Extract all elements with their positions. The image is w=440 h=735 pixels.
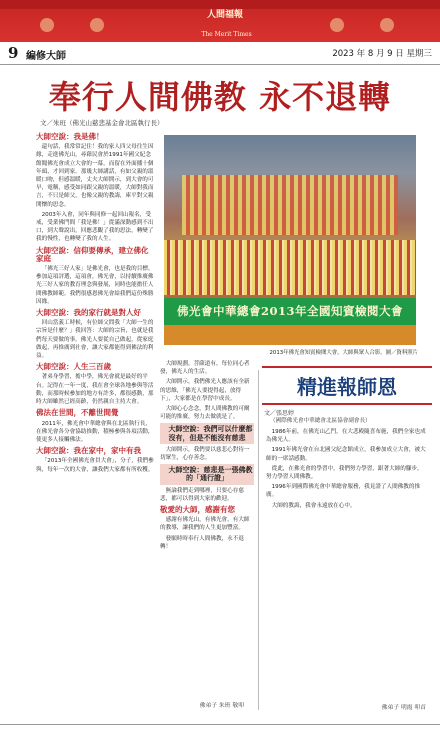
subheading: 大師空說：我的家行就是對人好 <box>36 308 141 318</box>
promo-paragraph: 從此，在佛光會的學習中，我們努力學習，跟著大師的腳步，努力學習人間佛教。 <box>266 465 423 481</box>
paragraph: 感謝有佛光山，有佛光會，有大師的教導，讓我們的人生更加豐富。 <box>160 517 250 532</box>
subheading: 大師空說：我是佛！ <box>36 132 104 141</box>
decor-dot <box>330 18 344 32</box>
paragraph: 「佛光三好人家」是佛光會，也是我的目標。參加這項評選，這項會，佛光會，以持續推廣佛光三好人家的教育理念與發展，同時也能擔任人間佛教師範。我們很感恩佛光會給我們這份殊勝因緣。 <box>36 266 154 305</box>
promo-signoff: 佛弟子 明霞 叩首 <box>381 705 426 711</box>
promo-paragraph: 1991年佛光會在台北國父紀念館成立，我參加成立大會，被大師的一席話感動。 <box>266 447 426 462</box>
article-column-2 <box>160 360 254 690</box>
subheading: 大師空說：我在家中，家中有我 <box>36 446 141 456</box>
masthead-banner <box>0 0 440 42</box>
paragraph: 「2013年全國佛光會員大會」，分子，我們參與，每年一次的大會，讓我們大家都有所收穫。 <box>36 458 154 473</box>
paragraph: 2003年入會，同年與同修一起回山報名，受戒，受業佛門間「我是佛！」從滿深動感到不出口，到大聲說出，回應悲觀了我的思法，轉變了我的慢性，也轉變了我的人生。 <box>36 211 154 243</box>
article-column-1 <box>36 130 154 720</box>
paragraph: 回山當義工時候，有位師父問我「大師一生的宗旨是什麼？」我回答：大師的宗旨，也就是我們每天要做的事。佛光人要從自己做起，從家庭做起，再推廣到社會，讓大家都能得到佛法的利益。 <box>36 320 154 360</box>
footer-rule <box>0 724 440 725</box>
photo-floor <box>164 325 416 345</box>
column-divider <box>258 370 259 710</box>
photo-caption: 2013年佛光會知賓檢閱大會，大師與眾人合影。圖／資料照片 <box>269 350 418 356</box>
paragraph: 無論我們走到哪裡，只要心存慈悲，都可以得到大家的歡迎。 <box>160 487 244 502</box>
photo-stage <box>182 175 398 235</box>
highlight-subheading: 大師空說：慈悲是一張佛教的「通行證」 <box>160 464 254 484</box>
decor-dot <box>40 18 54 32</box>
promo-byline: 文／張思婷 <box>264 410 295 417</box>
promo-title: 精進報師恩 <box>262 366 432 405</box>
subheading: 大師空說：人生三百歲 <box>36 362 111 372</box>
promo-paragraph: 大師的教誨，我會永遠放在心中。 <box>271 502 356 509</box>
subheading: 敬愛的大師，感謝有您 <box>160 505 235 515</box>
paragraph: 大師心心念念，對人間佛教的可爾可能的推廣，努力去做就是了。 <box>160 406 250 421</box>
photo-banner-text: 佛光會中華總會2013年全國知賓檢閱大會 <box>164 298 416 325</box>
paragraph: 還句話，我常常記住！我的家人四父母往生因緣，走進佛光山，尋藉民會於1991年國父紀念館聞佛光會成立大會的一幕，而留在外面播十個年頭，才回到家。那幾大師講話，有如父親的溫暖口吻，但感溫暖，丈夫大師開示，到大會的可早，電稱，感受如同跟父親的溫暖，大師對我而言，不只是師父，也像父親的教誨，庫平對父親開懷的思念。 <box>36 144 154 208</box>
logo-english: The Merit Times <box>201 31 252 38</box>
event-photo <box>164 135 416 345</box>
promo-note: （國際佛光會中華總會北區協會副會長） <box>270 418 371 424</box>
logo-text: 人間福報 <box>206 10 243 20</box>
subheading: 大師空說：信仰要傳承，建立佛化家庭 <box>36 245 149 263</box>
article-byline: 文／朱班（佛光山慈悲基金會北區執行長） <box>40 119 164 127</box>
promo-paragraph: 1996年到國際佛光會中華總會服務，我見證了人間佛教的推廣。 <box>266 484 421 499</box>
masthead-logo <box>180 2 270 38</box>
page-header <box>0 42 440 65</box>
promo-column <box>266 428 426 698</box>
decor-dot <box>380 18 394 32</box>
headline: 奉行人間佛教 永不退轉 <box>48 78 392 116</box>
highlight-subheading: 大師空說：我們可以什麼都沒有，但是不能沒有慈悲 <box>160 423 254 443</box>
paragraph: 2011年，佛光會中華總會與在北區執行長，在佛光會各分會協助推動，積極參與各項活動，使更多人接觸佛法。 <box>36 420 154 443</box>
paragraph: 大師開示，我們要以慈悲心對待一切眾生，心存善念。 <box>160 446 250 462</box>
decor-dot <box>90 18 104 32</box>
issue-date: 2023 年 8 月 9 日 星期三 <box>332 49 432 59</box>
promo-paragraph: 1986年前，在佛光山乙門，在大悲殿隨喜布施，我們全家也成為佛光人。 <box>266 429 426 444</box>
photo-crowd <box>164 240 416 295</box>
page-number: 9 <box>8 44 19 62</box>
section-title: 編修大師 <box>26 51 66 62</box>
paragraph: 發願時時奉行人間佛教，永不退轉！ <box>160 535 244 550</box>
paragraph: 著弟身學習，擔中學，佛光會就是最好的平台。記得在一年一度，我在會全球各地參與等活動，而那時候參加的地方有許多，都很感動，那時大師雖然已經高齡，仍然親自主持大會。 <box>36 374 154 406</box>
subheading: 佛法在世間，不離世間覺 <box>36 408 119 418</box>
paragraph: 大師開示，我們佛光人應該有全新的思維，「佛光人要提得起，放得下」，大家都是在學習中成長。 <box>160 379 250 402</box>
article-signoff: 佛弟子 朱班 敬叩 <box>199 703 244 709</box>
paragraph: 大師規劃，菩薩道有，每位同心者發，佛光人的生活。 <box>160 361 250 376</box>
